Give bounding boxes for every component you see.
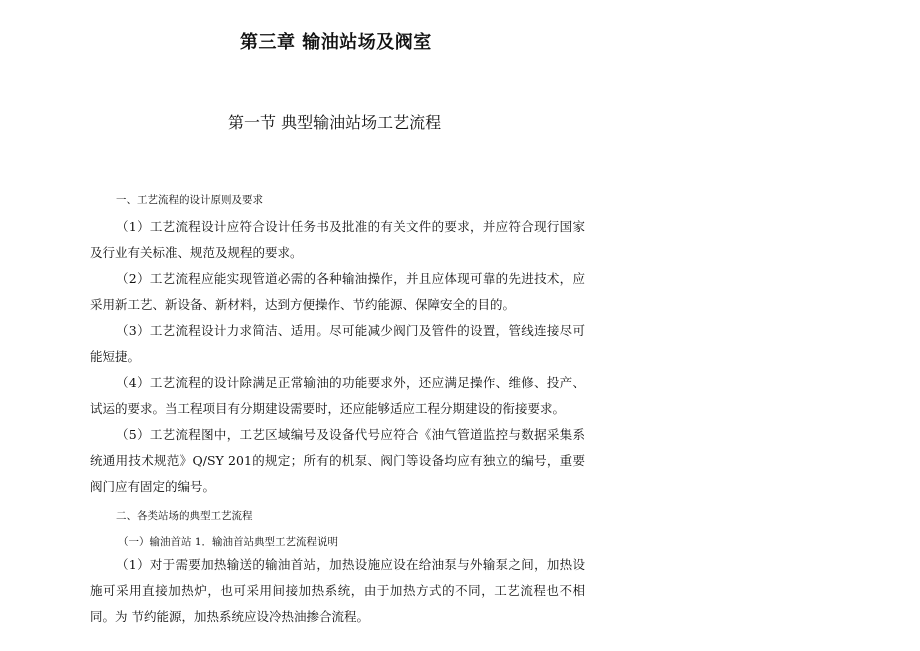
paragraph: （1）对于需要加热输送的输油首站，加热设施应设在给油泵与外输泵之间，加热设施可采用直接加热炉，也可采用间接加热系统，由于加热方式的不同，工艺流程也不相同。为 节约能源，加热系统应设冷热油掺合流程。 — [90, 557, 585, 624]
paragraph: （2）工艺流程应能实现管道必需的各种输油操作，并且应体现可靠的先进技术，应采用新工艺、新设备、新材料，达到方便操作、节约能源、保障安全的目的。 — [90, 271, 585, 312]
heading-first-station: （一）输油首站 1．输油首站典型工艺流程说明 — [118, 536, 339, 548]
paragraph: （3）工艺流程设计力求简洁、适用。尽可能减少阀门及管件的设置，管线连接尽可能短捷。 — [90, 323, 585, 364]
chapter-title: 第三章 输油站场及阀室 — [240, 32, 432, 53]
heading-station-flows: 二、各类站场的典型工艺流程 — [116, 510, 253, 522]
body-text — [90, 190, 585, 630]
paragraph: （5）工艺流程图中，工艺区域编号及设备代号应符合《油气管道监控与数据采集系统通用技术规范》Q/SY 201的规定；所有的机泵、阀门等设备均应有独立的编号，重要阀门应有固定的编号。 — [90, 427, 585, 494]
paragraph: （1）工艺流程设计应符合设计任务书及批准的有关文件的要求，并应符合现行国家及行业有关标准、规范及规程的要求。 — [90, 219, 585, 260]
section-title: 第一节 典型输油站场工艺流程 — [228, 113, 442, 132]
heading-design-principles: 一、工艺流程的设计原则及要求 — [116, 194, 263, 206]
paragraph: （4）工艺流程的设计除满足正常输油的功能要求外，还应满足操作、维修、投产、试运的要求。当工程项目有分期建设需要时，还应能够适应工程分期建设的衔接要求。 — [90, 375, 585, 416]
